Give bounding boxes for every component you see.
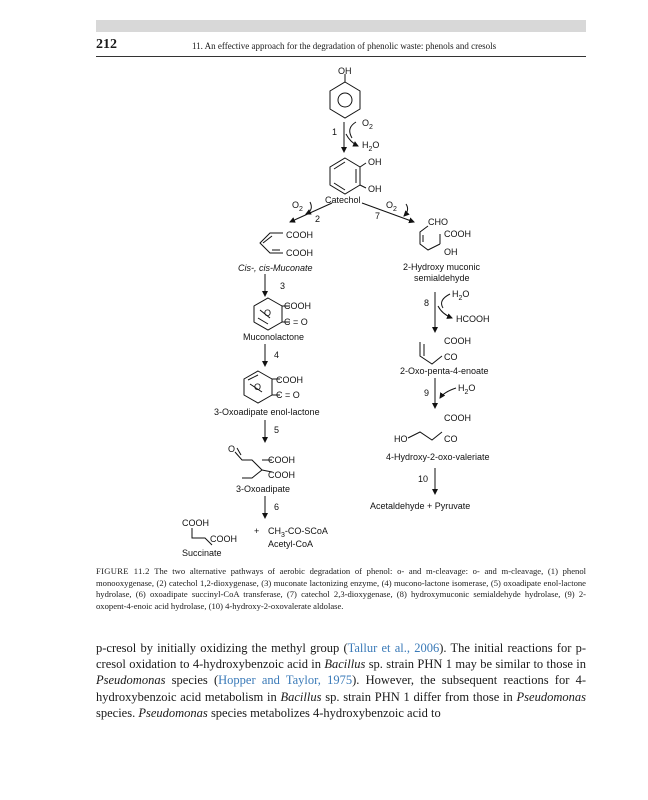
- body-text: species (: [165, 673, 219, 688]
- semialdehyde-oh: OH: [444, 247, 458, 257]
- caption-text: The two alternative pathways of aerobic degradation of phenol: o- and m-cleavage: o- and m-cleavage, (1) phenol monooxygenase, (2) catechol 1,2-dioxygenase, (3) muconate lactonizing enzyme, (4) mucono-lactone isomerase, (5) oxoadipate enol-lactone hydrolase, (6) oxoadipate succinyl-CoA transferase, (7) catechol 2,3-dioxygenase, (8) hydroxymuconic semialdehyde hydrolase, (9) 2-oxopent-4-enoic acid hydrolase, (10) 4-hydroxy-2-oxovalerate aldolase.: [96, 566, 586, 611]
- body-text: ). However, the subsequent reactions for 4-hydroxybenzoic acid metabolism in: [96, 673, 586, 704]
- step-1-label: 1: [332, 127, 338, 137]
- body-text: sp. strain PHN 1 differ from those in: [321, 689, 517, 704]
- body-text: sp. strain PHN 1 may be similar to those in: [365, 657, 586, 672]
- step-6-label: 6: [274, 502, 280, 512]
- acetyl-coa-label: Acetyl-CoA: [268, 539, 314, 549]
- species-name: Pseudomonas: [96, 673, 166, 688]
- h2o-step9: $H_2O$: [458, 383, 476, 396]
- body-text: ). The initial reactions for p-cresol oxidation to 4-hydroxybenzoic acid in: [96, 641, 586, 672]
- muconate-label: Cis-, cis-Muconate: [238, 263, 313, 273]
- o2-step1: $O_2$: [362, 118, 373, 131]
- oxopentenoate-chain: [420, 342, 442, 364]
- acetyl-formula: $CH_3-CO$-SCoA: [268, 526, 328, 539]
- muconolactone-label: Muconolactone: [243, 332, 305, 342]
- step-7-label: 7: [375, 211, 381, 221]
- oxoadipate-o: O: [228, 444, 236, 454]
- succinate-chain: [192, 528, 212, 545]
- body-text: species metabolizes 4-hydroxybenzoic acid to: [207, 705, 441, 720]
- step-9-label: 9: [424, 388, 430, 398]
- enol-lactone-co: C = O: [276, 390, 300, 400]
- oxopentenoate-co: CO: [444, 352, 458, 362]
- oxovalerate-label: 4-Hydroxy-2-oxo-valeriate: [386, 452, 490, 462]
- h2o-step1: $H_2O$: [362, 140, 380, 153]
- muconolactone-o: O: [264, 308, 272, 318]
- page-number: 212: [96, 37, 117, 52]
- body-text: p-cresol by initially oxidizing the methyl group (: [96, 641, 348, 655]
- muconolactone-cooh: COOH: [284, 301, 311, 311]
- semialdehyde-cooh: COOH: [444, 229, 471, 239]
- muconate-cooh2: COOH: [286, 248, 313, 258]
- oxoadipate-label: 3-Oxoadipate: [236, 484, 291, 494]
- species-name: Pseudomonas: [138, 705, 208, 720]
- enol-lactone-o: O: [254, 382, 262, 392]
- muconate-cooh1: COOH: [286, 230, 313, 240]
- catechol-oh1: OH: [368, 157, 382, 167]
- step-3-label: 3: [280, 281, 286, 291]
- succinate-cooh1: COOH: [182, 518, 209, 528]
- enol-lactone-label: 3-Oxoadipate enol-lactone: [214, 407, 320, 417]
- valerate-ho: HO: [394, 434, 408, 444]
- succinate-label: Succinate: [182, 548, 222, 558]
- enol-lactone-cooh: COOH: [276, 375, 303, 385]
- muconolactone-co: C = O: [284, 317, 308, 327]
- valerate-cooh: COOH: [444, 413, 471, 423]
- running-title: 11. An effective approach for the degradation of phenolic waste: phenols and cresols: [192, 41, 497, 51]
- h2o-step8: $H_2O$: [452, 289, 470, 302]
- valerate-chain: [408, 432, 442, 440]
- valerate-co: CO: [444, 434, 458, 444]
- catechol-oh2: OH: [368, 184, 382, 194]
- species-name: Pseudomonas: [516, 689, 586, 704]
- step-2-label: 2: [315, 214, 321, 224]
- citation-link[interactable]: Tallur et al., 2006: [347, 641, 440, 655]
- oxopentenoate-label: 2-Oxo-penta-4-enoate: [400, 366, 489, 376]
- semialdehyde-label-2: semialdehyde: [414, 273, 470, 283]
- species-name: Bacillus: [324, 657, 366, 672]
- products-label: Acetaldehyde + Pyruvate: [370, 501, 471, 511]
- hcooh-label: HCOOH: [456, 314, 490, 324]
- succinate-cooh2: COOH: [210, 534, 237, 544]
- phenol-oh: OH: [338, 66, 352, 76]
- step-8-label: 8: [424, 298, 430, 308]
- oxoadipate-cooh2: COOH: [268, 470, 295, 480]
- semialdehyde-label-1: 2-Hydroxy muconic: [403, 262, 481, 272]
- species-name: Bacillus: [280, 689, 322, 704]
- catechol-label: Catechol: [325, 195, 361, 205]
- oxoadipate-chain: [235, 452, 262, 478]
- citation-link[interactable]: Hopper and Taylor, 1975: [218, 673, 353, 688]
- caption-label: FIGURE 11.2: [96, 566, 150, 576]
- body-paragraph: [96, 640, 586, 721]
- figure-caption: [96, 566, 586, 612]
- o2-left: $O_2$: [292, 200, 303, 213]
- oxoadipate-cooh1: COOH: [268, 455, 295, 465]
- body-text: species.: [96, 705, 139, 720]
- step-4-label: 4: [274, 350, 280, 360]
- oxopentenoate-cooh: COOH: [444, 336, 471, 346]
- semialdehyde-cho: CHO: [428, 217, 448, 227]
- step-5-label: 5: [274, 425, 280, 435]
- phenol-ring: [330, 82, 360, 118]
- plus-sign: +: [254, 526, 260, 536]
- o2-right: $O_2$: [386, 200, 397, 213]
- step-10-label: 10: [418, 474, 429, 484]
